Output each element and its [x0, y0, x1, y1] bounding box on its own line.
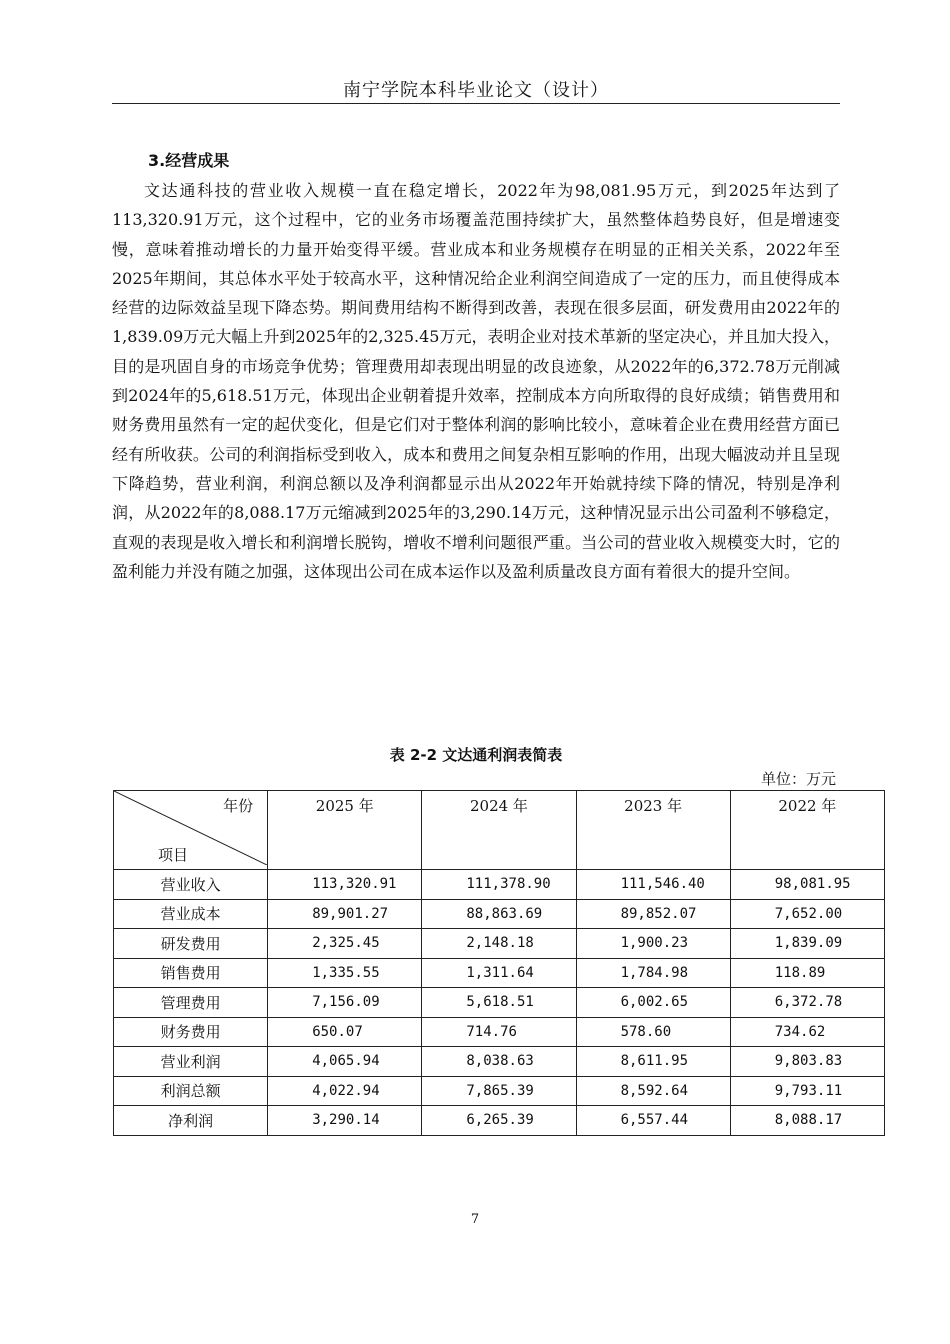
- row-item-label: 利润总额: [114, 1076, 268, 1106]
- row-item-label: 营业利润: [114, 1047, 268, 1077]
- table-corner-cell: [114, 791, 268, 870]
- table-cell: 734.62: [730, 1017, 884, 1047]
- table-cell: 8,038.63: [422, 1047, 576, 1077]
- table-cell: 6,002.65: [576, 988, 730, 1018]
- table-row: [114, 1017, 885, 1047]
- table-cell: 2,148.18: [422, 929, 576, 959]
- table-cell: 1,900.23: [576, 929, 730, 959]
- table-cell: 4,065.94: [268, 1047, 422, 1077]
- table-row: [114, 899, 885, 929]
- table-row: [114, 1076, 885, 1106]
- header-divider: [112, 103, 840, 104]
- year-header: 2023 年: [576, 791, 730, 870]
- table-cell: 9,793.11: [730, 1076, 884, 1106]
- row-item-label: 净利润: [114, 1106, 268, 1136]
- table-row: [114, 1106, 885, 1136]
- profit-summary-table: [113, 790, 885, 1136]
- table-cell: 8,611.95: [576, 1047, 730, 1077]
- corner-label-item: 项目: [158, 846, 189, 864]
- table-cell: 111,546.40: [576, 870, 730, 900]
- table-cell: 88,863.69: [422, 899, 576, 929]
- page-header-title: 南宁学院本科毕业论文（设计）: [343, 80, 609, 101]
- table-cell: 118.89: [730, 958, 884, 988]
- year-header: 2024 年: [422, 791, 576, 870]
- table-cell: 650.07: [268, 1017, 422, 1047]
- table-caption: 表 2-2 文达通利润表简表: [389, 746, 563, 764]
- row-item-label: 管理费用: [114, 988, 268, 1018]
- table-header-row: [114, 791, 885, 870]
- corner-label-year: 年份: [223, 797, 254, 815]
- table-cell: 5,618.51: [422, 988, 576, 1018]
- year-header: 2025 年: [268, 791, 422, 870]
- table-cell: 98,081.95: [730, 870, 884, 900]
- table-cell: 1,839.09: [730, 929, 884, 959]
- row-item-label: 财务费用: [114, 1017, 268, 1047]
- table-cell: 111,378.90: [422, 870, 576, 900]
- table-cell: 1,311.64: [422, 958, 576, 988]
- table-cell: 6,372.78: [730, 988, 884, 1018]
- year-header: 2022 年: [730, 791, 884, 870]
- table-cell: 2,325.45: [268, 929, 422, 959]
- table-cell: 9,803.83: [730, 1047, 884, 1077]
- table-cell: 3,290.14: [268, 1106, 422, 1136]
- table-cell: 714.76: [422, 1017, 576, 1047]
- table-cell: 7,652.00: [730, 899, 884, 929]
- table-row: [114, 870, 885, 900]
- row-item-label: 营业成本: [114, 899, 268, 929]
- row-item-label: 销售费用: [114, 958, 268, 988]
- row-item-label: 营业收入: [114, 870, 268, 900]
- table-cell: 6,265.39: [422, 1106, 576, 1136]
- table-row: [114, 1047, 885, 1077]
- section-title: 3.经营成果: [148, 151, 230, 170]
- page-number: 7: [470, 1212, 480, 1227]
- body-paragraph: 文达通科技的营业收入规模一直在稳定增长，2022年为98,081.95万元，到2025年达到了113,320.91万元，这个过程中，它的业务市场覆盖范围持续扩大，虽然整体趋势良好，但是增速变慢，意味着推动增长的力量开始变得平缓。营业成本和业务规模存在明显的正相关关系，2022年至2025年期间，其总体水平处于较高水平，这种情况给企业利润空间造成了一定的压力，而且使得成本经营的边际效益呈现下降态势。期间费用结构不断得到改善，表现在很多层面，研发费用由2022年的1,839.09万元大幅上升到2025年的2,325.45万元，表明企业对技术革新的坚定决心，并且加大投入，目的是巩固自身的市场竞争优势；管理费用却表现出明显的改良迹象，从2022年的6,372.78万元削减到2024年的5,618.51万元，体现出企业朝着提升效率，控制成本方向所取得的良好成绩；销售费用和财务费用虽然有一定的起伏变化，但是它们对于整体利润的影响比较小，意味着企业在费用经营方面已经有所收获。公司的利润指标受到收入，成本和费用之间复杂相互影响的作用，出现大幅波动并且呈现下降趋势，营业利润，利润总额以及净利润都显示出从2022年开始就持续下降的情况，特别是净利润，从2022年的8,088.17万元缩减到2025年的3,290.14万元，这种情况显示出公司盈利不够稳定，直观的表现是收入增长和利润增长脱钩，增收不增利问题很严重。当公司的营业收入规模变大时，它的盈利能力并没有随之加强，这体现出公司在成本运作以及盈利质量改良方面有着很大的提升空间。: [112, 181, 840, 581]
- table-unit-label: 单位：万元: [760, 770, 836, 788]
- table-row: [114, 929, 885, 959]
- row-item-label: 研发费用: [114, 929, 268, 959]
- table-cell: 1,784.98: [576, 958, 730, 988]
- table-cell: 7,865.39: [422, 1076, 576, 1106]
- table-cell: 6,557.44: [576, 1106, 730, 1136]
- table-row: [114, 958, 885, 988]
- table-cell: 89,852.07: [576, 899, 730, 929]
- table-cell: 8,592.64: [576, 1076, 730, 1106]
- table-row: [114, 988, 885, 1018]
- table-cell: 8,088.17: [730, 1106, 884, 1136]
- table-cell: 89,901.27: [268, 899, 422, 929]
- table-cell: 1,335.55: [268, 958, 422, 988]
- table-cell: 578.60: [576, 1017, 730, 1047]
- table-cell: 7,156.09: [268, 988, 422, 1018]
- table-cell: 113,320.91: [268, 870, 422, 900]
- table-cell: 4,022.94: [268, 1076, 422, 1106]
